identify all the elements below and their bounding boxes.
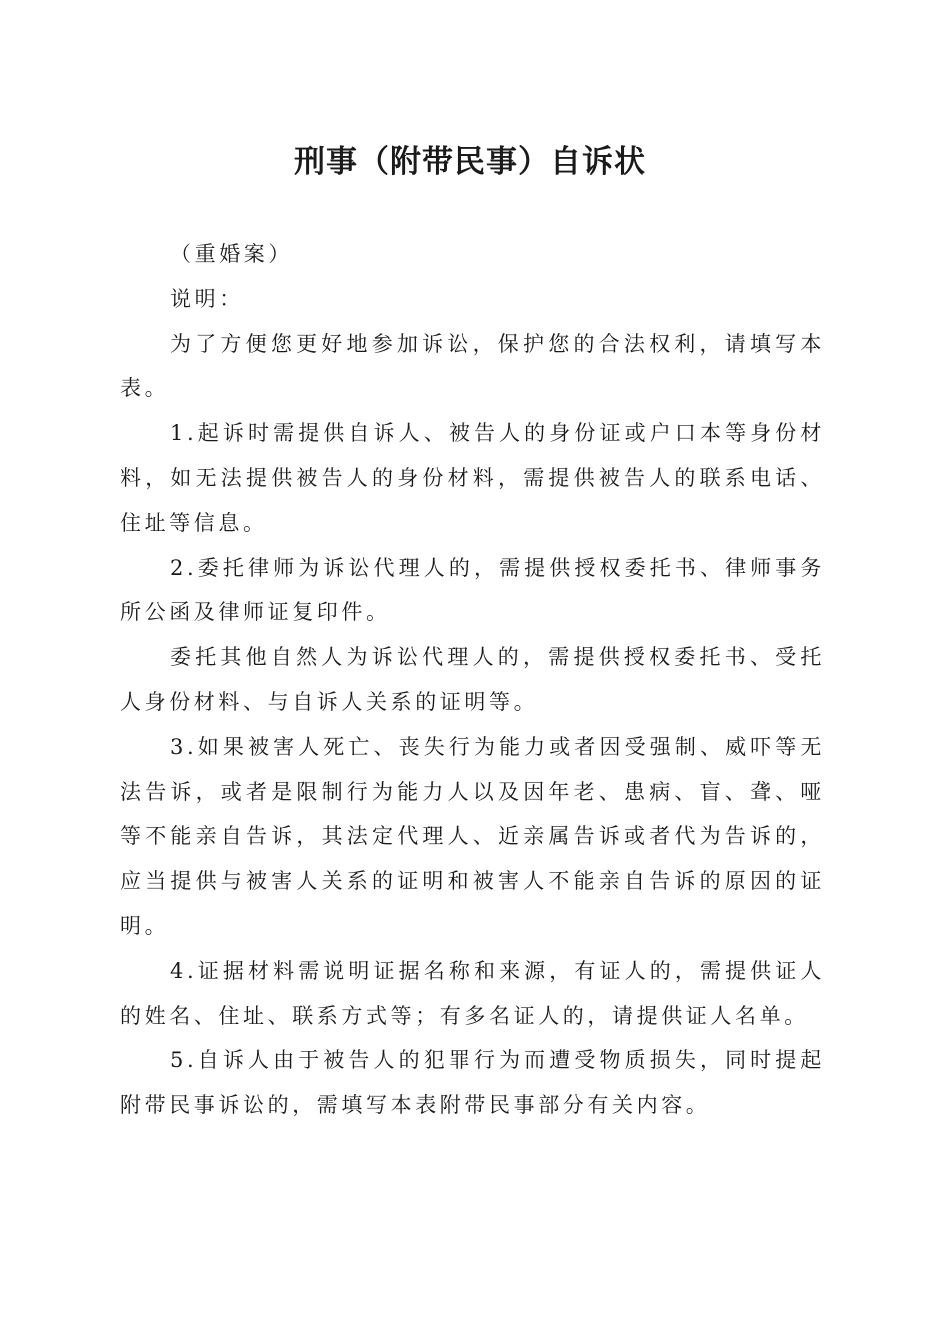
document-title: 刑事（附带民事）自诉状 (294, 144, 646, 180)
document-body (120, 232, 825, 1128)
note-item-1: 1.起诉时需提供自诉人、被告人的身份证或户口本等身份材料，如无法提供被告人的身份材料，需提供被告人的联系电话、住址等信息。 (120, 421, 825, 535)
note-item-3: 3.如果被害人死亡、丧失行为能力或者因受强制、威吓等无法告诉，或者是限制行为能力人以及因年老、患病、盲、聋、哑等不能亲自告诉，其法定代理人、近亲属告诉或者代为告诉的，应当提供与被害人关系的证明和被害人不能亲自告诉的原因的证明。 (120, 734, 825, 938)
notes-heading: 说明： (170, 286, 244, 311)
note-item-4: 4.证据材料需说明证据名称和来源，有证人的，需提供证人的姓名、住址、联系方式等；有多名证人的，请提供证人名单。 (120, 958, 825, 1028)
note-item-2-continued: 委托其他自然人为诉讼代理人的，需提供授权委托书、受托人身份材料、与自诉人关系的证明等。 (120, 645, 825, 714)
intro-paragraph: 为了方便您更好地参加诉讼，保护您的合法权利，请填写本表。 (120, 331, 825, 401)
case-type-label: （重婚案） (170, 242, 293, 266)
note-item-5: 5.自诉人由于被告人的犯罪行为而遭受物质损失，同时提起附带民事诉讼的，需填写本表附带民事部分有关内容。 (120, 1048, 825, 1118)
note-item-2: 2.委托律师为诉讼代理人的，需提供授权委托书、律师事务所公函及律师证复印件。 (120, 555, 825, 625)
